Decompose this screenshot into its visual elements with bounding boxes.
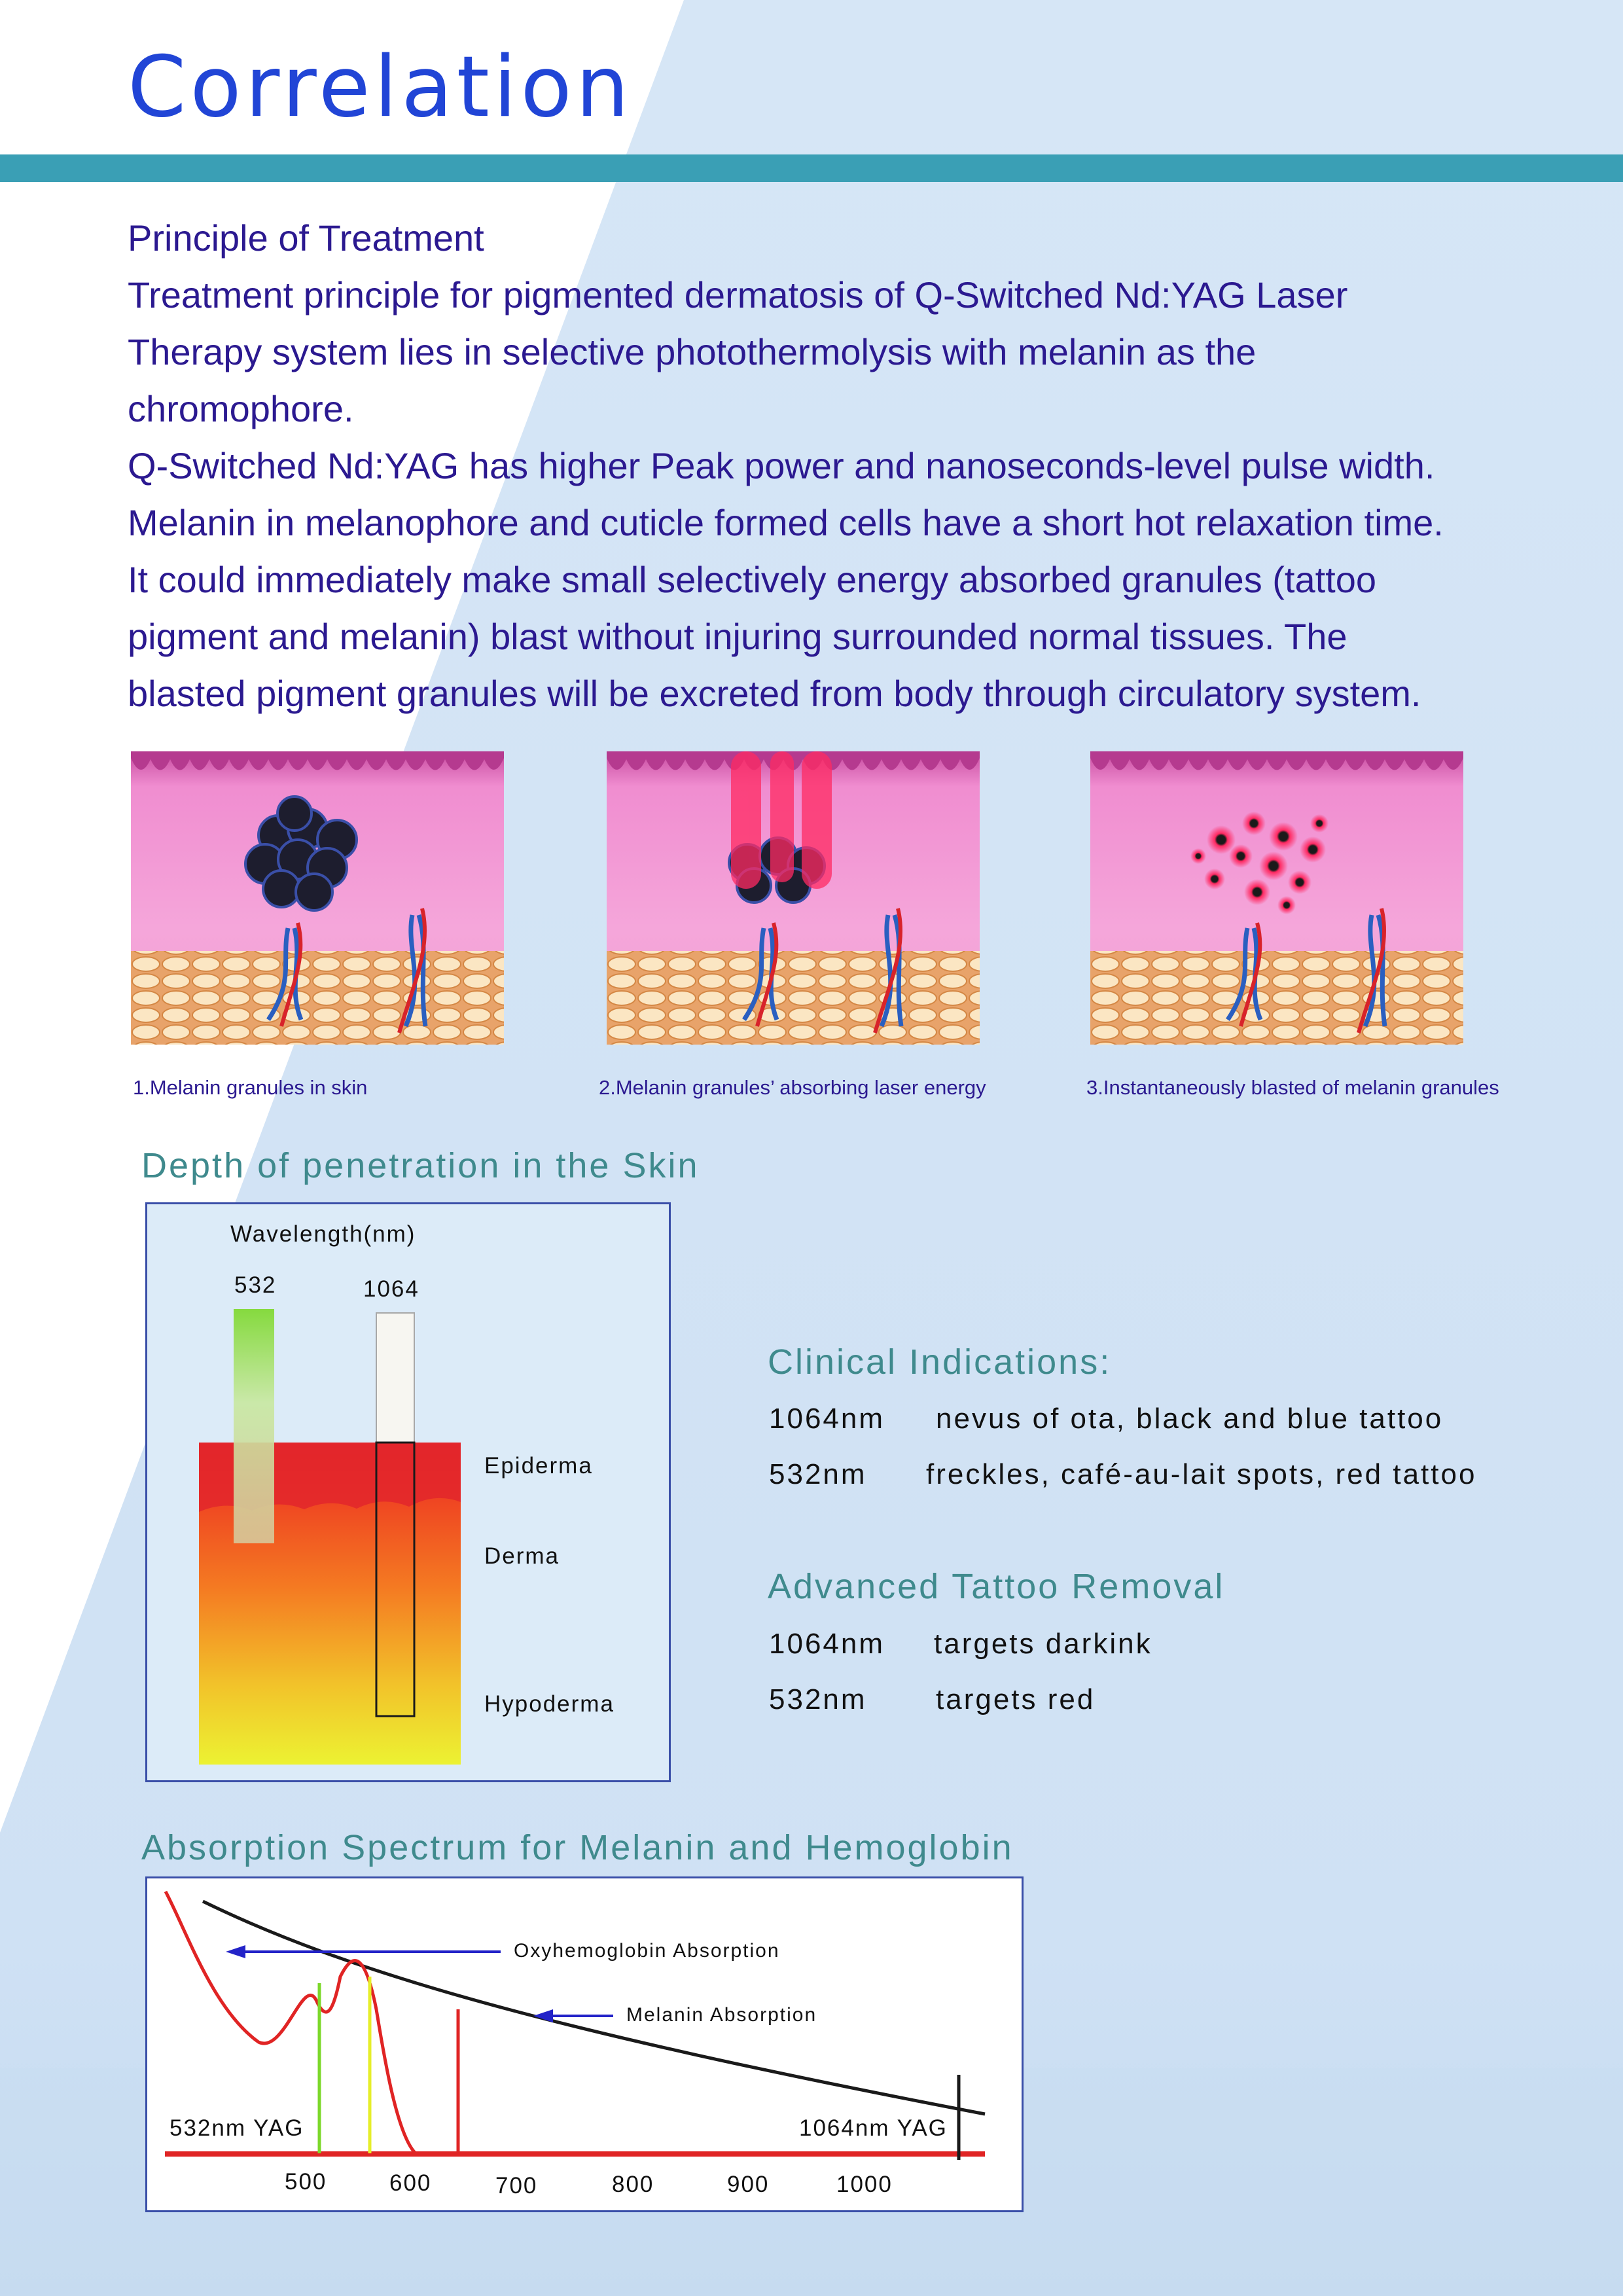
page-title: Correlation (128, 39, 633, 136)
principle-line: pigment and melanin) blast without injuring surrounded normal tissues. The (128, 616, 1347, 657)
x-tick-900: 900 (727, 2172, 770, 2197)
step-caption-3: 3.Instantaneously blasted of melanin granules (1086, 1076, 1499, 1099)
layer-derma-label: Derma (484, 1543, 560, 1569)
layer-epiderma-label: Epiderma (484, 1453, 593, 1479)
skin-illustration-blasted (1090, 751, 1463, 1045)
principle-line: Therapy system lies in selective photothermolysis with melanin as the (128, 331, 1257, 372)
wavelength-532-label: 532 (234, 1272, 277, 1298)
principle-line: chromophore. (128, 388, 354, 429)
tattoo-row-532-text: targets red (936, 1683, 1096, 1715)
spectrum-chart (145, 1876, 1024, 2212)
tattoo-removal-heading: Advanced Tattoo Removal (768, 1567, 1225, 1606)
wavelength-label: Wavelength(nm) (230, 1221, 416, 1247)
x-tick-600: 600 (389, 2170, 432, 2196)
principle-line: It could immediately make small selectively energy absorbed granules (tattoo (128, 559, 1377, 600)
principle-heading: Principle of Treatment (128, 217, 484, 259)
tattoo-row-1064-text: targets darkink (934, 1628, 1152, 1660)
clinical-indications-heading: Clinical Indications: (768, 1342, 1112, 1382)
title-divider-bar (0, 154, 1623, 182)
clinical-row-1064-text: nevus of ota, black and blue tattoo (936, 1403, 1444, 1435)
principle-paragraph (128, 209, 1567, 722)
clinical-row-532-text: freckles, café-au-lait spots, red tattoo (926, 1458, 1477, 1490)
depth-heading: Depth of penetration in the Skin (141, 1146, 700, 1185)
step-caption-2: 2.Melanin granules’ absorbing laser energy (599, 1076, 986, 1099)
x-tick-800: 800 (612, 2172, 654, 2197)
spectrum-heading: Absorption Spectrum for Melanin and Hemoglobin (141, 1828, 1014, 1867)
wavelength-1064-label: 1064 (363, 1276, 419, 1302)
principle-line: Q-Switched Nd:YAG has higher Peak power and nanoseconds-level pulse width. (128, 445, 1435, 486)
tattoo-row-532-wl: 532nm (769, 1683, 867, 1715)
melanin-label: Melanin Absorption (626, 2004, 817, 2026)
x-tick-1000: 1000 (836, 2172, 893, 2197)
oxyhemoglobin-label: Oxyhemoglobin Absorption (514, 1940, 780, 1962)
x-tick-700: 700 (495, 2173, 538, 2198)
clinical-row-1064-wl: 1064nm (769, 1403, 885, 1435)
yag-1064-label: 1064nm YAG (799, 2115, 948, 2141)
principle-line: blasted pigment granules will be excreted from body through circulatory system. (128, 673, 1421, 714)
step-caption-1: 1.Melanin granules in skin (133, 1076, 368, 1099)
x-tick-500: 500 (285, 2169, 327, 2195)
spectrum-graphic (147, 1878, 1022, 2210)
depth-diagram (145, 1202, 671, 1782)
principle-line: Melanin in melanophore and cuticle formed cells have a short hot relaxation time. (128, 502, 1444, 543)
skin-illustration-granules (131, 751, 504, 1045)
principle-line: Treatment principle for pigmented dermatosis of Q-Switched Nd:YAG Laser (128, 274, 1348, 315)
tattoo-row-1064-wl: 1064nm (769, 1628, 885, 1660)
skin-illustration-laser (607, 751, 980, 1045)
yag-532-label: 532nm YAG (169, 2115, 304, 2141)
clinical-row-532-wl: 532nm (769, 1458, 867, 1490)
layer-hypoderma-label: Hypoderma (484, 1691, 615, 1717)
